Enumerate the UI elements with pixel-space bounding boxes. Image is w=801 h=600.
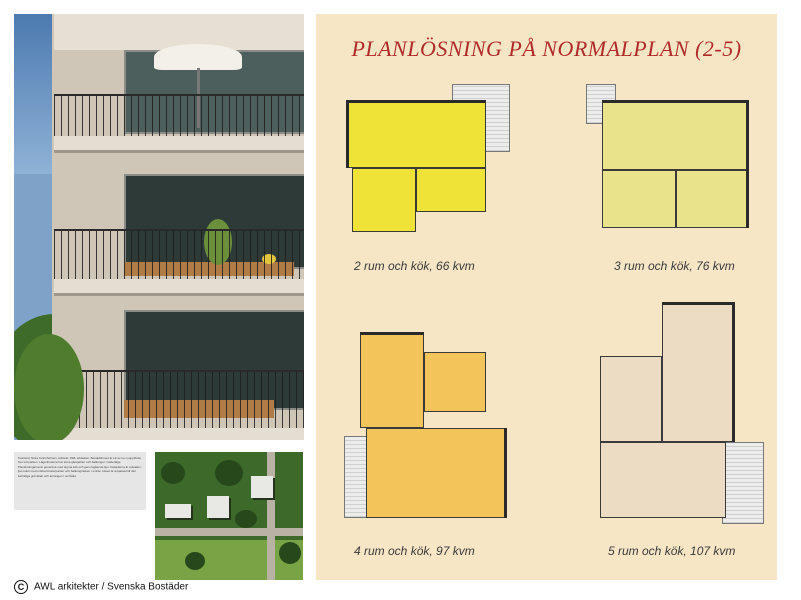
living-room	[602, 102, 748, 170]
terrace	[722, 442, 764, 524]
wall	[602, 100, 748, 103]
living-room	[366, 428, 506, 518]
road-vertical	[267, 452, 275, 580]
wall	[732, 302, 735, 442]
aerial-photo	[155, 452, 303, 580]
road	[155, 528, 303, 536]
kitchen	[600, 356, 662, 442]
panel-title: PLANLÖSNING PÅ NORMALPLAN (2-5)	[351, 36, 742, 61]
aerial-tree	[279, 542, 301, 564]
floor-plan-panel	[316, 14, 777, 580]
aerial-building	[207, 496, 229, 518]
tree-front	[14, 334, 84, 440]
wall	[504, 428, 507, 518]
floor-plan-5-rooms	[582, 302, 768, 558]
bedrooms	[662, 302, 734, 442]
balcony-railing-lower	[58, 370, 304, 430]
balcony-railing-top	[54, 94, 304, 138]
aerial-tree	[215, 460, 243, 486]
balcony-slab-middle	[54, 279, 304, 296]
building-photo	[14, 14, 304, 440]
plan-label-4-rooms: 4 rum och kök, 97 kvm	[354, 544, 475, 558]
wall	[346, 100, 486, 103]
living-room	[346, 102, 486, 168]
wall	[746, 100, 749, 228]
bathroom	[424, 352, 486, 412]
floor-plan-3-rooms	[584, 84, 764, 273]
bedroom	[360, 334, 424, 428]
aerial-tree	[185, 552, 205, 570]
aerial-building	[251, 476, 273, 498]
bedroom	[352, 168, 416, 232]
caption-text: Kvarteret Stora Kvarnholmen, Arkitekt: AWL arkitekter. Bostadshuset är ett av tre nyuppförda hus vid parken. Lägenheterna har stora glaspartier och balkonger i söderläge. Planlösningarna är generösa med öppna kök och genomgående ljus. Fasaderna är putsade i ljus kulör med mörka fönsterpartier och balkongräcken i smide. Huset är anpassat till den befintliga grönskan och terrängen i området.	[18, 456, 142, 478]
aerial-tree	[161, 462, 185, 484]
kitchen	[416, 168, 486, 212]
plan-label-2-rooms: 2 rum och kök, 66 kvm	[354, 259, 475, 273]
balcony-slab-top	[54, 136, 304, 153]
aerial-building	[165, 504, 191, 518]
bedroom	[676, 170, 748, 228]
balcony-slab-lower	[54, 428, 304, 440]
bedroom	[602, 170, 676, 228]
floor-plan-2-rooms	[336, 84, 516, 273]
aerial-tree	[235, 510, 257, 528]
caption-box	[14, 452, 146, 510]
plan-label-3-rooms: 3 rum och kök, 76 kvm	[614, 259, 735, 273]
photo-credit	[14, 580, 188, 594]
floor-plan-4-rooms	[342, 330, 522, 558]
wall	[662, 302, 734, 305]
living-room	[600, 442, 726, 518]
wall	[360, 332, 424, 335]
copyright-icon: C	[14, 580, 28, 594]
wall	[346, 100, 349, 168]
credit-text: AWL arkitekter / Svenska Bostäder	[34, 581, 189, 593]
parasol	[154, 44, 242, 70]
plan-label-5-rooms: 5 rum och kök, 107 kvm	[608, 544, 736, 558]
balcony-railing-middle	[54, 229, 304, 281]
